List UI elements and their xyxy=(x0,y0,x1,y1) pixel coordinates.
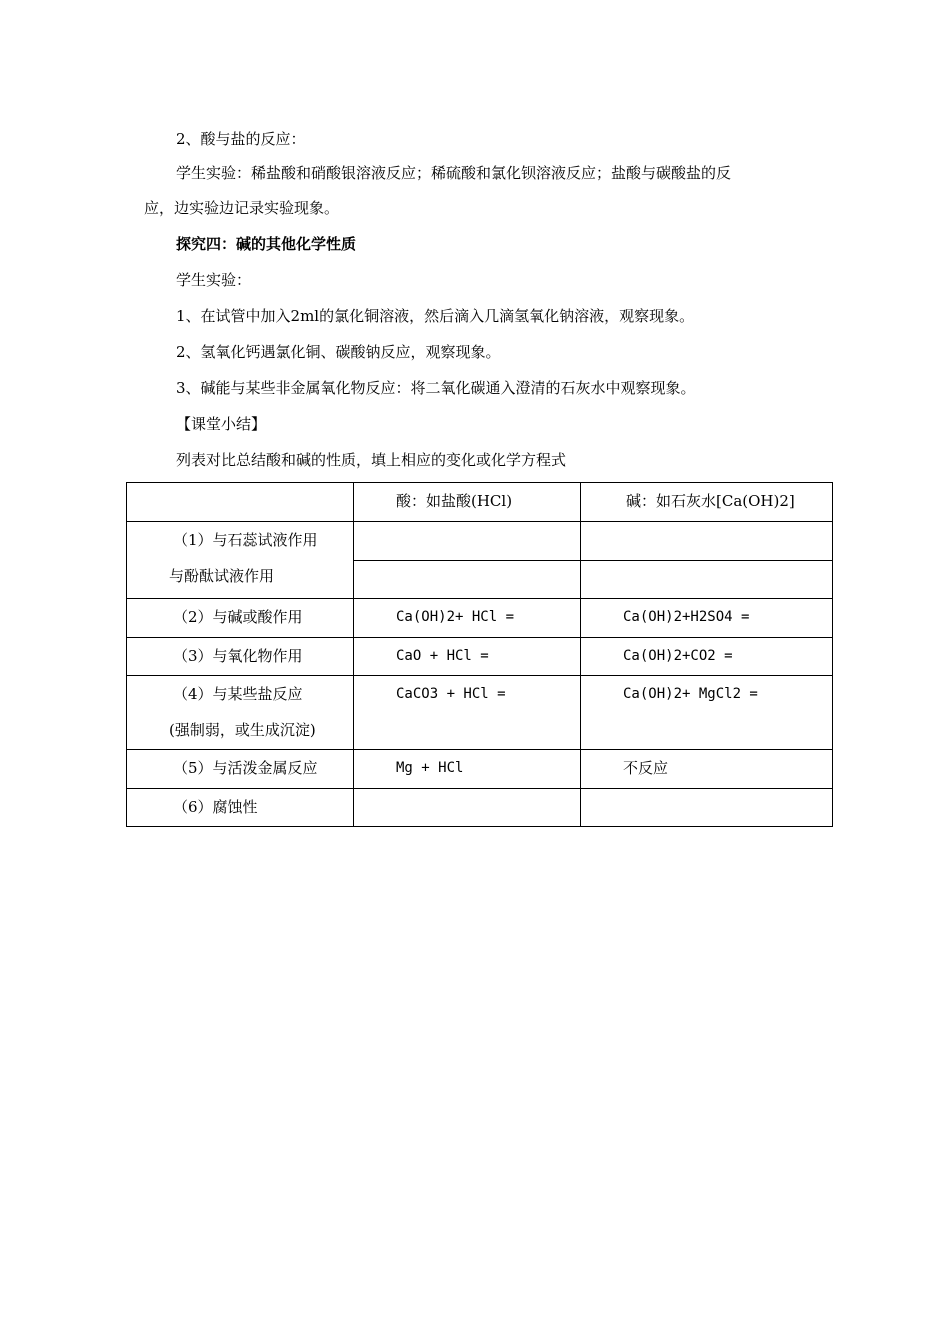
paragraph-acid-salt-heading: 2、酸与盐的反应： xyxy=(176,130,306,148)
paragraph-step-2: 2、氢氧化钙遇氯化铜、碳酸钠反应，观察现象。 xyxy=(176,343,501,361)
table-row xyxy=(127,522,833,561)
section-heading-explore-four: 探究四：碱的其他化学性质 xyxy=(176,235,357,253)
row-label-indicator: （1）与石蕊试液作用 与酚酞试液作用 xyxy=(127,522,354,599)
paragraph-step-3: 3、碱能与某些非金属氧化物反应：将二氧化碳通入澄清的石灰水中观察现象。 xyxy=(176,379,696,397)
cell-acid-corrosive xyxy=(354,789,581,827)
row-label-neutralization: （2）与碱或酸作用 xyxy=(127,599,354,638)
cell-base-litmus xyxy=(581,522,833,561)
table-header-acid: 酸：如盐酸(HCl) xyxy=(354,483,581,522)
table-row xyxy=(127,789,833,827)
table-header-row xyxy=(127,483,833,522)
cell-base-salt: Ca(OH)2+ MgCl2 = xyxy=(581,676,833,750)
table-row xyxy=(127,638,833,676)
cell-base-neutralization: Ca(OH)2+H2SO4 = xyxy=(581,599,833,638)
row-label-oxide: （3）与氧化物作用 xyxy=(127,638,354,676)
table-row xyxy=(127,676,833,750)
cell-acid-salt: CaCO3 + HCl = xyxy=(354,676,581,750)
table-header-empty xyxy=(127,483,354,522)
cell-acid-metal: Mg + HCl xyxy=(354,750,581,789)
section-heading-class-summary: 【课堂小结】 xyxy=(176,415,267,433)
cell-base-phenolphthalein xyxy=(581,561,833,599)
cell-acid-litmus xyxy=(354,522,581,561)
paragraph-step-1: 1、在试管中加入2ml的氯化铜溶液，然后滴入几滴氢氧化钠溶液，观察现象。 xyxy=(176,307,695,325)
cell-acid-phenolphthalein xyxy=(354,561,581,599)
row-label-salt: （4）与某些盐反应 (强制弱，或生成沉淀) xyxy=(127,676,354,750)
table-row xyxy=(127,750,833,789)
acid-base-comparison-table xyxy=(126,482,833,827)
cell-acid-oxide: CaO + HCl = xyxy=(354,638,581,676)
cell-base-metal: 不反应 xyxy=(581,750,833,789)
paragraph-student-experiment-2: 学生实验： xyxy=(176,271,252,289)
paragraph-student-experiment-1-cont: 应，边实验边记录实验现象。 xyxy=(144,199,340,217)
table-row xyxy=(127,599,833,638)
cell-base-oxide: Ca(OH)2+CO2 = xyxy=(581,638,833,676)
cell-base-corrosive xyxy=(581,789,833,827)
paragraph-table-intro: 列表对比总结酸和碱的性质，填上相应的变化或化学方程式 xyxy=(176,451,567,469)
paragraph-student-experiment-1: 学生实验：稀盐酸和硝酸银溶液反应；稀硫酸和氯化钡溶液反应；盐酸与碳酸盐的反 xyxy=(176,164,732,182)
row-label-metal: （5）与活泼金属反应 xyxy=(127,750,354,789)
cell-acid-neutralization: Ca(OH)2+ HCl = xyxy=(354,599,581,638)
row-label-corrosive: （6）腐蚀性 xyxy=(127,789,354,827)
table-header-base: 碱：如石灰水[Ca(OH)2] xyxy=(581,483,833,522)
